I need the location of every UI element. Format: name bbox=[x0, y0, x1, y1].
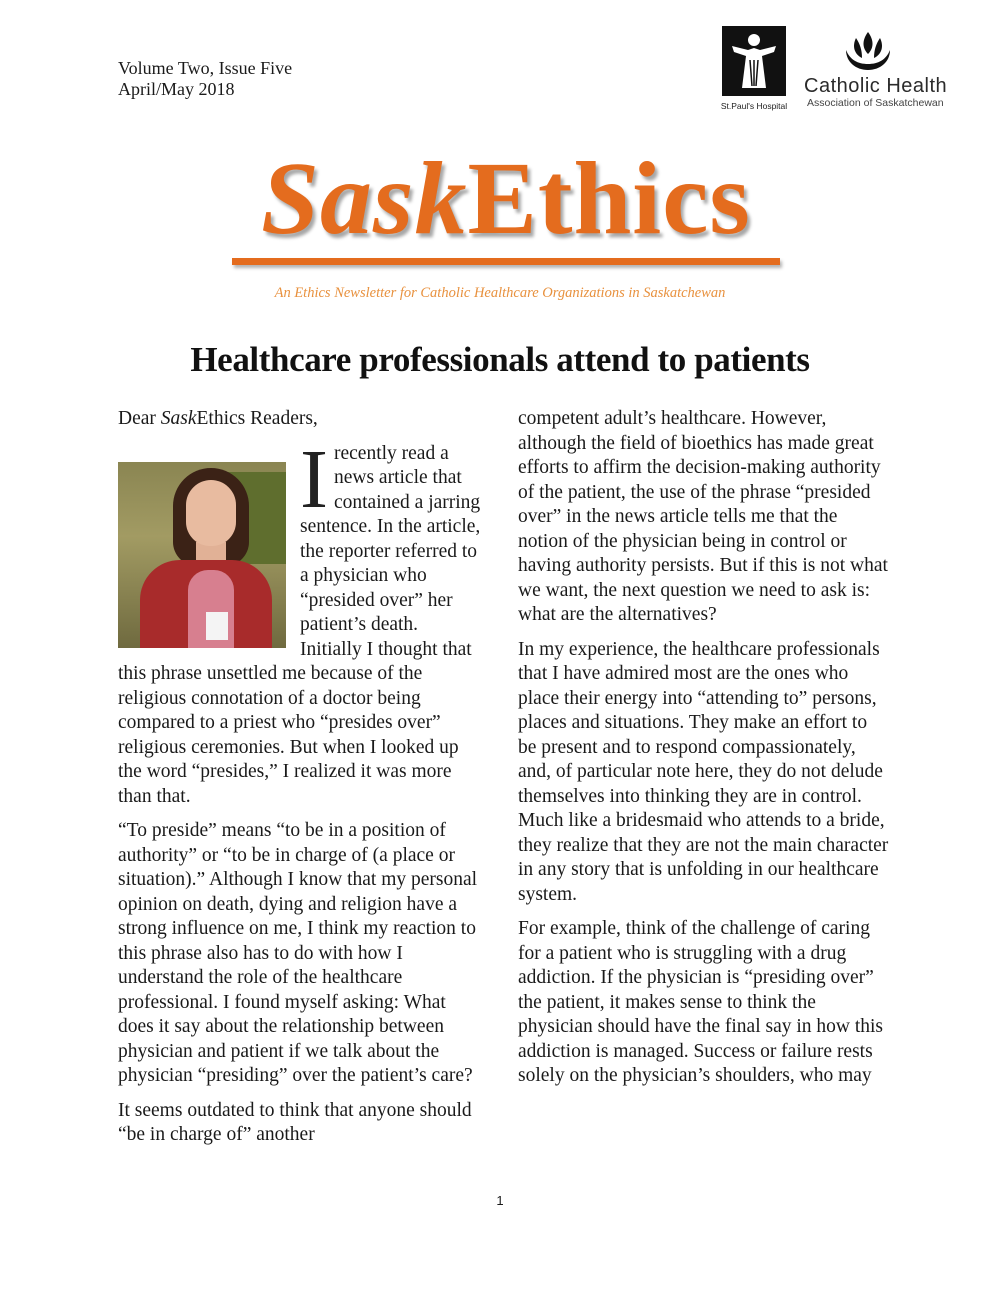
page-number: 1 bbox=[496, 1193, 504, 1208]
masthead bbox=[232, 140, 780, 270]
title-rest: Ethics bbox=[467, 141, 751, 256]
salutation-post: Ethics Readers, bbox=[196, 408, 318, 429]
drop-cap: I bbox=[300, 432, 328, 526]
st-pauls-caption: St.Paul's Hospital bbox=[720, 101, 788, 111]
issue-info bbox=[118, 58, 292, 100]
issue-date: April/May 2018 bbox=[118, 79, 235, 99]
column-left bbox=[118, 407, 484, 1158]
salutation-pre: Dear bbox=[118, 408, 161, 429]
paragraph-6: For example, think of the challenge of caring for a patient who is struggling with a drug addiction. If the physician is “presiding over” the patient, it makes sense to think the physician should have the final say in how this addiction is managed. Success or failure rests solely on the physician’s shoulders, who may bbox=[518, 918, 884, 1086]
paragraph-5: In my experience, the healthcare professionals that I have admired most are the ones who place their energy into “attending to” persons, places and situations. They make an effort to be present and to respond compassionately, and, of particular note here, they do not delude themselves into thinking they are in control. Much like a bridesmaid who attends to a bride, they realize that they are not the main character in any story that is unfolding in our healthcare system. bbox=[518, 638, 889, 905]
chas-subtitle: Association of Saskatchewan bbox=[807, 97, 944, 109]
author-photo bbox=[118, 462, 286, 648]
st-pauls-hospital-logo bbox=[716, 26, 792, 118]
salutation-italic: Sask bbox=[160, 408, 197, 429]
catholic-health-logo bbox=[800, 30, 950, 110]
chas-name: Catholic Health bbox=[804, 75, 948, 97]
flame-hands-icon bbox=[840, 30, 896, 72]
st-pauls-logo-icon bbox=[722, 26, 786, 96]
title-italic: Sask bbox=[261, 141, 468, 256]
paragraph-4: competent adult’s healthcare. However, although the field of bioethics has made great efforts to affirm the decision-making authority of the patient, the use of the phrase “presided over” in the news article tells me that the notion of the physician being in control or having authority persists. But if this is not what we want, the next question we need to ask is: what are the alternatives? bbox=[518, 408, 888, 625]
article-headline: Healthcare professionals attend to patients bbox=[190, 340, 810, 379]
column-right bbox=[518, 407, 890, 1099]
paragraph-1-text: recently read a news article that contained a jarring sentence. In the article, the reporter referred to a physician who “presided over” her patient’s death. Initially I thought that this phrase unsettled me because of the religious connotation of a doctor being compared to a priest who “presides over” religious ceremonies. But when I looked up the word “presides,” I realized it was more than that. bbox=[118, 442, 481, 807]
newsletter-title bbox=[232, 140, 780, 258]
paragraph-3: It seems outdated to think that anyone should “be in charge of” another bbox=[118, 1099, 472, 1145]
paragraph-2: “To preside” means “to be in a position of authority” or “to be in charge of (a place or situation).” Although I know that my personal opinion on death, dying and religion have a strong influence on me, I think my reaction to this phrase also has to do with how I understand the role of the healthcare professional. I found myself asking: What does it say about the relationship between physician and patient if we talk about the physician “presiding” over the patient’s care? bbox=[118, 820, 478, 1086]
volume-label: Volume Two, Issue Five bbox=[118, 58, 293, 78]
masthead-rule bbox=[232, 258, 780, 265]
salutation bbox=[118, 407, 484, 432]
tagline: An Ethics Newsletter for Catholic Healthcare Organizations in Saskatchewan bbox=[274, 285, 726, 301]
